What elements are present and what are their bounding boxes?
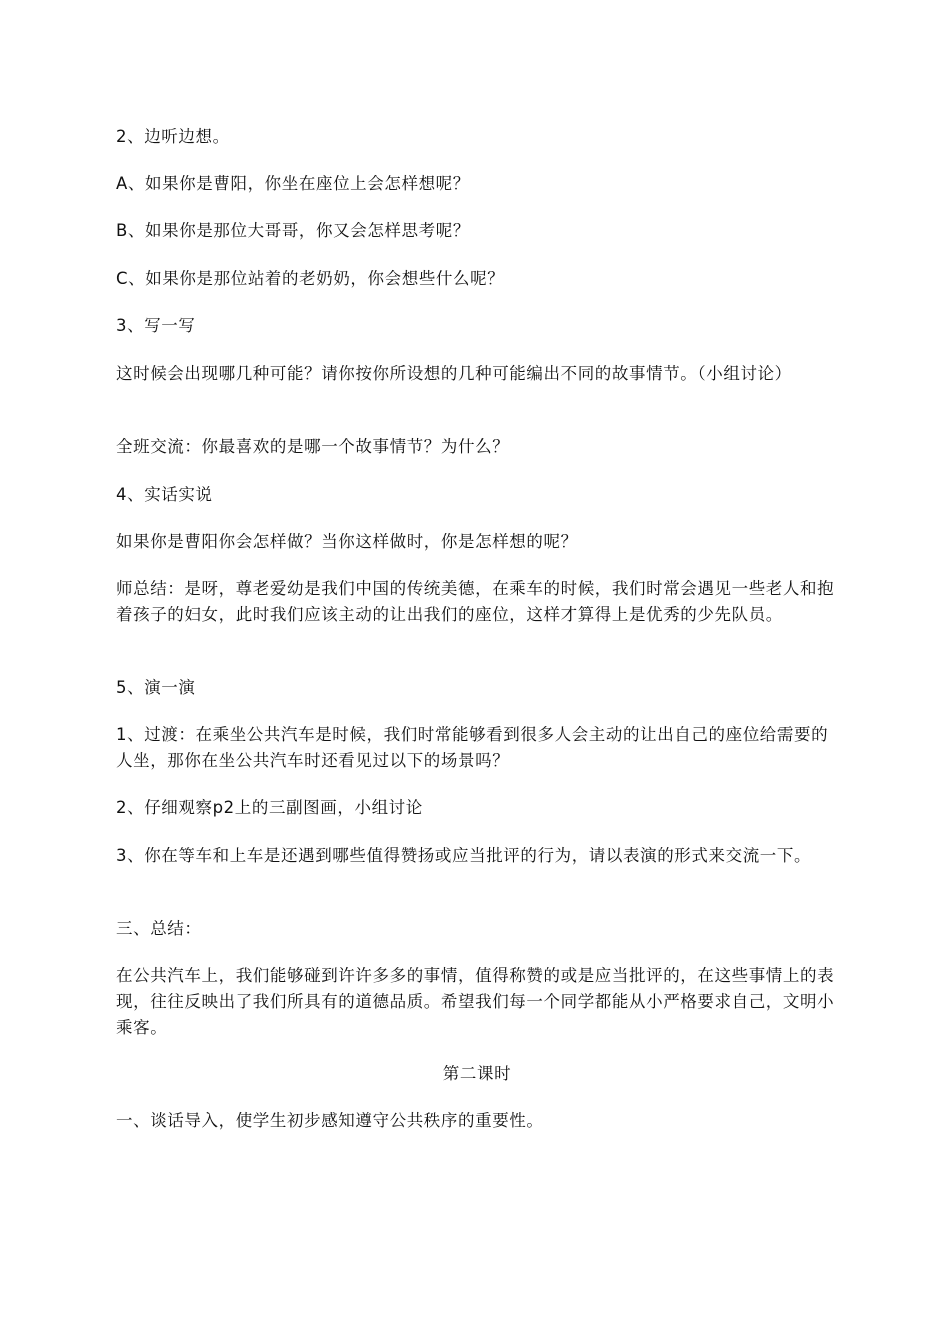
section-title-second-lesson: 第二课时 (442, 1064, 512, 1083)
paragraph-summary-text: 在公共汽车上，我们能够碰到许许多多的事情，值得称赞的或是应当批评的，在这些事情上的表现，往往反映出了我们所具有的道德品质。希望我们每一个同学都能从小严格要求自己，文明小乘客。 (116, 966, 835, 1037)
paragraph-act-heading: 5、演一演 (116, 678, 196, 697)
paragraph-speak-heading: 4、实话实说 (116, 485, 213, 504)
paragraph-observe: 2、仔细观察p2上的三副图画，小组讨论 (116, 798, 423, 817)
paragraph-class-discussion: 全班交流：你最喜欢的是哪一个故事情节？为什么？ (116, 437, 510, 456)
paragraph-intro: 一、谈话导入，使学生初步感知遵守公共秩序的重要性。 (116, 1111, 544, 1130)
paragraph-write-task: 这时候会出现哪几种可能？请你按你所设想的几种可能编出不同的故事情节。（小组讨论） (116, 364, 792, 383)
paragraph-summary-heading: 三、总结： (116, 919, 202, 938)
paragraph-speak-question: 如果你是曹阳你会怎样做？当你这样做时，你是怎样想的呢？ (116, 532, 578, 551)
paragraph-question-a: A、如果你是曹阳，你坐在座位上会怎样想呢？ (116, 174, 470, 193)
paragraph-question-c: C、如果你是那位站着的老奶奶，你会想些什么呢？ (116, 269, 505, 288)
paragraph-teacher-summary: 师总结：是呀，尊老爱幼是我们中国的传统美德，在乘车的时候，我们时常会遇见一些老人和抱着孩子的妇女，此时我们应该主动的让出我们的座位，这样才算得上是优秀的少先队员。 (116, 579, 835, 624)
paragraph-transition: 1、过渡：在乘坐公共汽车是时候，我们时常能够看到很多人会主动的让出自己的座位给需要的人坐，那你在坐公共汽车时还看见过以下的场景吗？ (116, 725, 829, 770)
paragraph-write-heading: 3、写一写 (116, 316, 196, 335)
paragraph-question-b: B、如果你是那位大哥哥，你又会怎样思考呢？ (116, 221, 470, 240)
paragraph-listen-think: 2、边听边想。 (116, 127, 230, 146)
paragraph-perform: 3、你在等车和上车是还遇到哪些值得赞扬或应当批评的行为，请以表演的形式来交流一下。 (116, 846, 812, 865)
